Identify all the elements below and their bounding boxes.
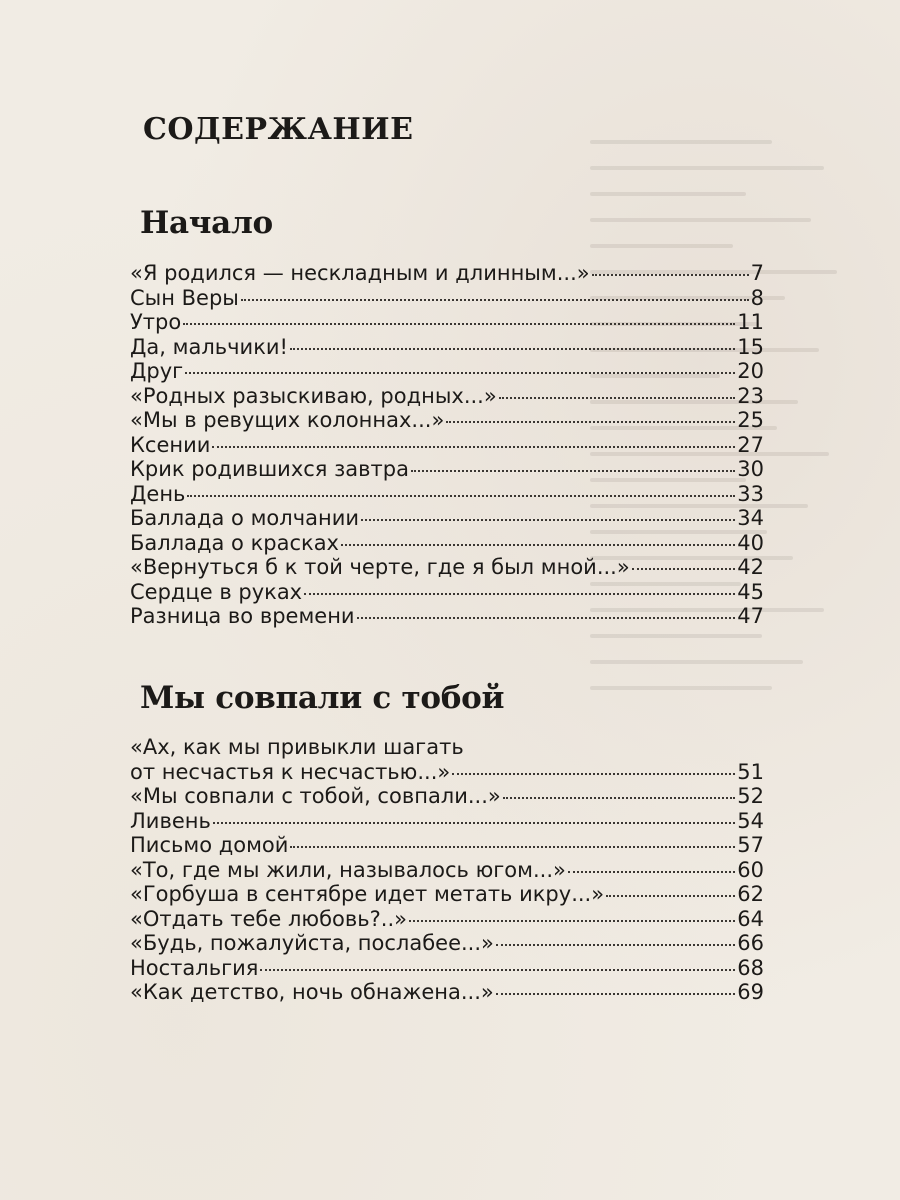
toc-entry[interactable] <box>130 907 764 932</box>
leader-dots <box>304 593 735 595</box>
entry-page-number: 30 <box>737 457 764 481</box>
leader-dots <box>185 372 735 374</box>
entry-page-number: 11 <box>737 310 764 334</box>
entry-title: Да, мальчики! <box>130 334 288 359</box>
leader-dots <box>452 773 735 775</box>
toc-entry[interactable] <box>130 931 764 956</box>
entry-title: «Отдать тебе любовь?..» <box>130 906 407 931</box>
entry-title: Крик родившихся завтра <box>130 457 409 481</box>
leader-dots <box>503 797 736 799</box>
toc-entry[interactable] <box>130 506 764 531</box>
entry-page-number: 52 <box>737 784 764 808</box>
entry-page-number: 57 <box>737 833 764 857</box>
entry-title: «Горбуша в сентябре идет метать икру...» <box>130 882 605 906</box>
entry-page-number: 8 <box>750 285 764 310</box>
entry-title: Ностальгия <box>130 955 259 980</box>
toc-entry[interactable] <box>130 531 764 556</box>
toc-entry-multiline[interactable] <box>130 735 764 784</box>
entry-page-number: 64 <box>737 906 764 931</box>
leader-dots <box>411 470 735 472</box>
leader-dots <box>496 944 735 946</box>
entry-page-number: 25 <box>737 408 764 432</box>
toc-entry[interactable] <box>130 809 764 834</box>
entry-page-number: 34 <box>737 506 764 530</box>
section-title-nachalo: Начало <box>140 205 273 241</box>
entry-title: «Я родился — нескладным и длинным...» <box>130 261 590 285</box>
toc-entry[interactable] <box>130 261 764 286</box>
entry-page-number: 47 <box>737 604 764 628</box>
entry-page-number: 45 <box>737 579 764 604</box>
entry-title: Друг <box>130 359 184 383</box>
entry-title: «Мы совпали с тобой, совпали...» <box>130 784 501 808</box>
leader-dots <box>183 323 735 325</box>
leader-dots <box>568 871 735 873</box>
entry-page-number: 66 <box>737 931 764 955</box>
entry-page-number: 54 <box>737 808 764 833</box>
leader-dots <box>499 397 736 399</box>
entry-title: Ксении <box>130 432 211 457</box>
entry-title: «Как детство, ночь обнажена...» <box>130 980 494 1004</box>
toc-entry[interactable] <box>130 359 764 384</box>
page-title: СОДЕРЖАНИЕ <box>143 112 414 147</box>
toc-entry[interactable] <box>130 604 764 629</box>
leader-dots <box>341 544 735 546</box>
entry-page-number: 40 <box>737 530 764 555</box>
entry-page-number: 42 <box>737 555 764 579</box>
entry-page-number: 68 <box>737 955 764 980</box>
entry-page-number: 60 <box>737 857 764 882</box>
leader-dots <box>606 895 735 897</box>
entry-title: Баллада о молчании <box>130 506 359 530</box>
toc-entry[interactable] <box>130 433 764 458</box>
entry-title: День <box>130 481 186 506</box>
leader-dots <box>361 519 735 521</box>
entry-title: Ливень <box>130 808 211 833</box>
leader-dots <box>241 299 749 301</box>
toc-entry[interactable] <box>130 335 764 360</box>
entry-page-number: 62 <box>737 882 764 906</box>
entry-page-number: 7 <box>750 261 764 285</box>
leader-dots <box>409 920 735 922</box>
entry-page-number: 69 <box>737 980 764 1004</box>
entry-page-number: 51 <box>737 759 764 784</box>
entry-page-number: 20 <box>737 359 764 383</box>
toc-entry[interactable] <box>130 980 764 1005</box>
toc-entry[interactable] <box>130 384 764 409</box>
leader-dots <box>290 348 735 350</box>
leader-dots <box>446 421 735 423</box>
leader-dots <box>290 846 735 848</box>
entry-page-number: 23 <box>737 383 764 408</box>
entry-title: Сын Веры <box>130 285 239 310</box>
toc-entry[interactable] <box>130 482 764 507</box>
toc-entry[interactable] <box>130 858 764 883</box>
entry-title: «Вернуться б к той черте, где я был мной...» <box>130 555 630 579</box>
entry-title: «То, где мы жили, называлось югом...» <box>130 857 566 882</box>
leader-dots <box>496 993 736 995</box>
entry-title: Сердце в руках <box>130 579 303 604</box>
entry-page-number: 33 <box>737 481 764 506</box>
entry-page-number: 27 <box>737 432 764 457</box>
entry-title: Письмо домой <box>130 833 289 857</box>
toc-entry[interactable] <box>130 956 764 981</box>
toc-entry[interactable] <box>130 310 764 335</box>
toc-entry[interactable] <box>130 408 764 433</box>
entry-title: Утро <box>130 310 182 334</box>
entry-title: «Мы в ревущих колоннах...» <box>130 408 445 432</box>
entry-title: «Будь, пожалуйста, послабее...» <box>130 931 494 955</box>
entry-title-line-2: от несчастья к несчастью...» <box>130 759 451 784</box>
leader-dots <box>187 495 735 497</box>
toc-entry[interactable] <box>130 555 764 580</box>
toc-entry[interactable] <box>130 784 764 809</box>
toc-entry[interactable] <box>130 833 764 858</box>
toc-entry[interactable] <box>130 286 764 311</box>
leader-dots <box>213 822 735 824</box>
leader-dots <box>212 446 735 448</box>
entry-title: Баллада о красках <box>130 530 339 555</box>
leader-dots <box>592 274 749 276</box>
entry-title: «Родных разыскиваю, родных...» <box>130 383 497 408</box>
entry-page-number: 15 <box>737 334 764 359</box>
toc-entry[interactable] <box>130 457 764 482</box>
section-title-my-sovpali: Мы совпали с тобой <box>140 680 505 716</box>
entry-title-line-1: «Ах, как мы привыкли шагать <box>130 735 464 759</box>
leader-dots <box>632 568 736 570</box>
leader-dots <box>260 969 735 971</box>
toc-list-section-1 <box>130 261 764 629</box>
toc-entry[interactable] <box>130 580 764 605</box>
toc-entry[interactable] <box>130 882 764 907</box>
toc-list-section-2 <box>130 735 764 1005</box>
leader-dots <box>357 617 736 619</box>
entry-title: Разница во времени <box>130 604 355 628</box>
